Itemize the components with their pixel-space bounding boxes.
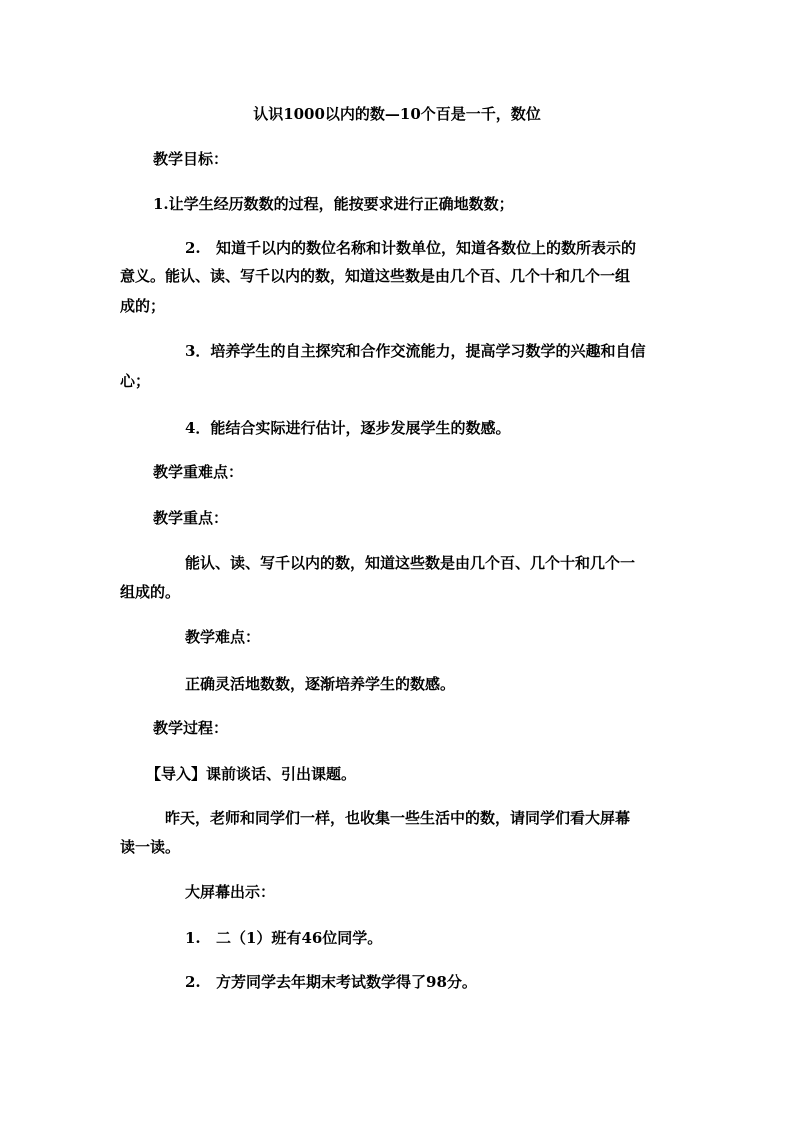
objective-2-number: 2. xyxy=(185,239,201,257)
objective-1: 1.让学生经历数数的过程，能按要求进行正确地数数； xyxy=(153,195,514,213)
intro-label: 【导入】课前谈话、引出课题。 xyxy=(146,765,357,783)
process-heading: 教学过程： xyxy=(153,719,229,737)
key-point-line-1: 能认、读、写千以内的数，知道这些数是由几个百、几个十和几个一 xyxy=(185,554,636,572)
objective-2-line-1: 知道千以内的数位名称和计数单位，知道各数位上的数所表示的 xyxy=(216,239,637,257)
document-title: 认识1000以内的数—10个百是一千，数位 xyxy=(253,105,541,123)
item-1-number: 1. xyxy=(185,929,201,947)
intro-line-1: 昨天，老师和同学们一样，也收集一些生活中的数，请同学们看大屏幕 xyxy=(165,809,631,827)
item-2-number: 2. xyxy=(185,973,201,991)
item-2-text: 方芳同学去年期末考试数学得了98分。 xyxy=(216,973,477,991)
objectives-heading: 教学目标： xyxy=(153,150,229,168)
difficult-text: 正确灵活地数数，逐渐培养学生的数感。 xyxy=(185,675,456,693)
key-point-line-2: 组成的。 xyxy=(120,583,181,601)
key-point-heading: 教学重点： xyxy=(153,509,229,527)
objective-3-line-2: 心； xyxy=(120,372,151,390)
objective-4: 4．能结合实际进行估计，逐步发展学生的数感。 xyxy=(185,419,511,437)
intro-line-2: 读一读。 xyxy=(120,838,181,856)
difficult-heading: 教学难点： xyxy=(185,628,261,646)
screen-heading: 大屏幕出示： xyxy=(185,883,276,901)
objective-2-line-3: 成的； xyxy=(120,297,166,315)
objective-2-line-2: 意义。能认、读、写千以内的数，知道这些数是由几个百、几个十和几个一组 xyxy=(120,267,631,285)
objective-3-line-1: 3．培养学生的自主探究和合作交流能力，提高学习数学的兴趣和自信 xyxy=(185,342,646,360)
key-difficult-heading: 教学重难点： xyxy=(153,463,244,481)
item-1-text: 二（1）班有46位同学。 xyxy=(216,929,383,947)
